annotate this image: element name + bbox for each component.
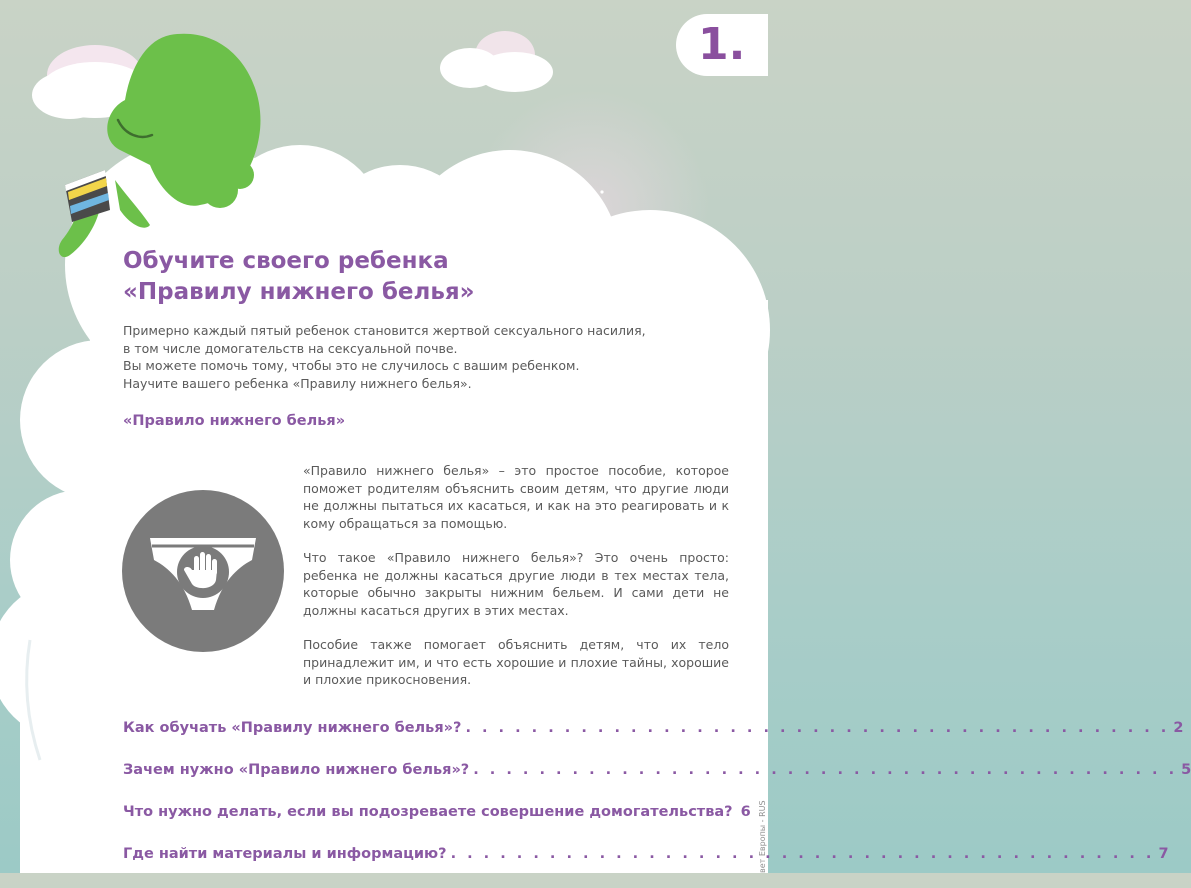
intro-paragraph [123,322,683,392]
body-paragraph: Что такое «Правило нижнего белья»? Это очень просто: ребенка не должны касаться другие люди в тех местах тела, которые обычно закрыты нижним бельем. И сами дети не должны касаться других в этих местах. [303,550,729,618]
toc-leader-dots: . . . . . . . . . . . . . . . . . . . . . . . . . . . . . . . . . . . . . . . . . . . [450,846,1155,862]
toc-item[interactable] [123,720,1184,742]
side-footer-text: вет Европы - RUS [758,800,767,873]
section-heading: «Правило нижнего белья» [123,413,346,429]
intro-line: Вы можете помочь тому, чтобы это не случилось с вашим ребенком. [123,358,580,373]
toc-item-label: Зачем нужно «Правило нижнего белья»? [123,762,470,778]
toc-item-label: Что нужно делать, если вы подозреваете совершение домогательства? [123,804,733,820]
title-line-2: «Правилу нижнего белья» [123,279,475,305]
toc-item-page: 6 [740,804,751,820]
title-line-1: Обучите своего ребенка [123,248,449,274]
toc-item-label: Где найти материалы и информацию? [123,846,447,862]
rule-description [303,462,729,706]
body-paragraph: Пособие также помогает объяснить детям, что их тело принадлежит им, и что есть хорошие и плохие тайны, хорошие и плохие прикосновения. [303,637,729,687]
underwear-stop-hand-icon [122,490,284,652]
page-title [123,246,475,308]
toc-item[interactable] [123,804,751,826]
body-paragraph: «Правило нижнего белья» – это простое пособие, которое поможет родителям объяснить своим детям, что другие люди не должны пытаться их касаться, и как на это реагировать и к кому обращаться за помощью. [303,463,729,531]
toc-item[interactable] [123,846,1169,868]
toc-item-page: 2 [1173,720,1184,736]
intro-line: Научите вашего ребенка «Правилу нижнего белья». [123,375,472,391]
toc-item-label: Как обучать «Правилу нижнего белья»? [123,720,462,736]
toc-leader-dots: . . . . . . . . . . . . . . . . . . . . . . . . . . . . . . . . . . . . . . . . . . . [465,720,1170,736]
page-number-badge: 1. [676,14,768,76]
toc-item-page: 5 [1181,762,1191,778]
intro-line: Примерно каждый пятый ребенок становится жертвой сексуального насилия, [123,323,646,338]
intro-line: в том числе домогательств на сексуальной почве. [123,340,458,356]
toc-item-page: 7 [1158,846,1169,862]
toc-leader-dots: . . . . . . . . . . . . . . . . . . . . . . . . . . . . . . . . . . . . . . . . . . . [473,762,1178,778]
toc-item[interactable] [123,762,1191,784]
small-cloud-right [440,31,553,92]
